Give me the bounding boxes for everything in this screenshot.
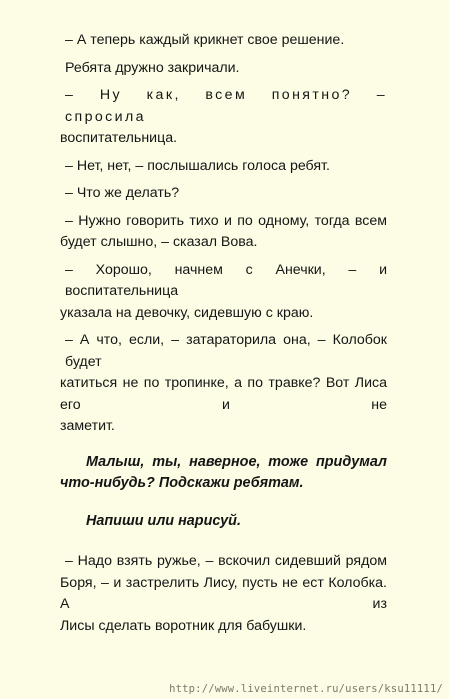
paragraph-final-line-3: Лисы сделать воротник для бабушки. — [60, 617, 307, 634]
paragraph-1-line-1: – А теперь каждый крикнет свое решение. — [65, 32, 345, 48]
paragraph-final-line-2: Боря, – и застрелить Лису, пусть не ест Колобка. А из — [60, 574, 387, 612]
task-prompt-draw — [60, 511, 387, 533]
paragraph-2 — [60, 58, 387, 80]
paragraph-6-line-2: будет слышно, – сказал Вова. — [60, 234, 258, 250]
paragraph-8-line-1: – А что, если, – затараторила она, – Колобок будет — [65, 332, 387, 370]
paragraph-1 — [60, 30, 387, 52]
paragraph-4 — [60, 156, 387, 178]
paragraph-7 — [60, 260, 387, 325]
task-prompt-suggest — [60, 452, 387, 495]
paragraph-8 — [60, 330, 387, 438]
paragraph-3-line-2: воспитательница. — [60, 130, 178, 146]
paragraph-6 — [60, 211, 387, 254]
paragraph-7-line-2: указала на девочку, сидевшую с краю. — [60, 304, 314, 321]
paragraph-5 — [60, 183, 387, 205]
paragraph-3-line-1: – Ну как, всем понятно? – спросила — [65, 87, 387, 125]
paragraph-2-line-1: Ребята дружно закричали. — [65, 59, 240, 76]
paragraph-8-line-2: катиться не по тропинке, а по травке? Вот Лиса его и не — [60, 375, 387, 413]
paragraph-3 — [60, 85, 387, 150]
paragraph-5-line-1: – Что же делать? — [65, 185, 180, 201]
task-prompt-suggest-line-1: Малыш, ты, наверное, тоже придумал — [86, 453, 387, 470]
paragraph-4-line-1: – Нет, нет, – послышались голоса ребят. — [65, 157, 330, 174]
watermark-url: http://www.liveinternet.ru/users/ksu11111/ — [169, 683, 443, 695]
paragraph-final-line-1: – Надо взять ружье, – вскочил сидевший рядом — [65, 553, 387, 569]
paragraph-7-line-1: – Хорошо, начнем с Анечки, – и воспитательница — [65, 261, 387, 299]
task-prompt-suggest-line-2: что-нибудь? Подскажи ребятам. — [60, 475, 304, 491]
paragraph-8-line-3: заметит. — [60, 418, 115, 434]
paragraph-final — [60, 551, 387, 637]
task-prompt-draw-line-1: Напиши или нарисуй. — [86, 512, 241, 529]
page-content — [60, 30, 387, 637]
paragraph-6-line-1: – Нужно говорить тихо и по одному, тогда всем — [65, 212, 387, 229]
